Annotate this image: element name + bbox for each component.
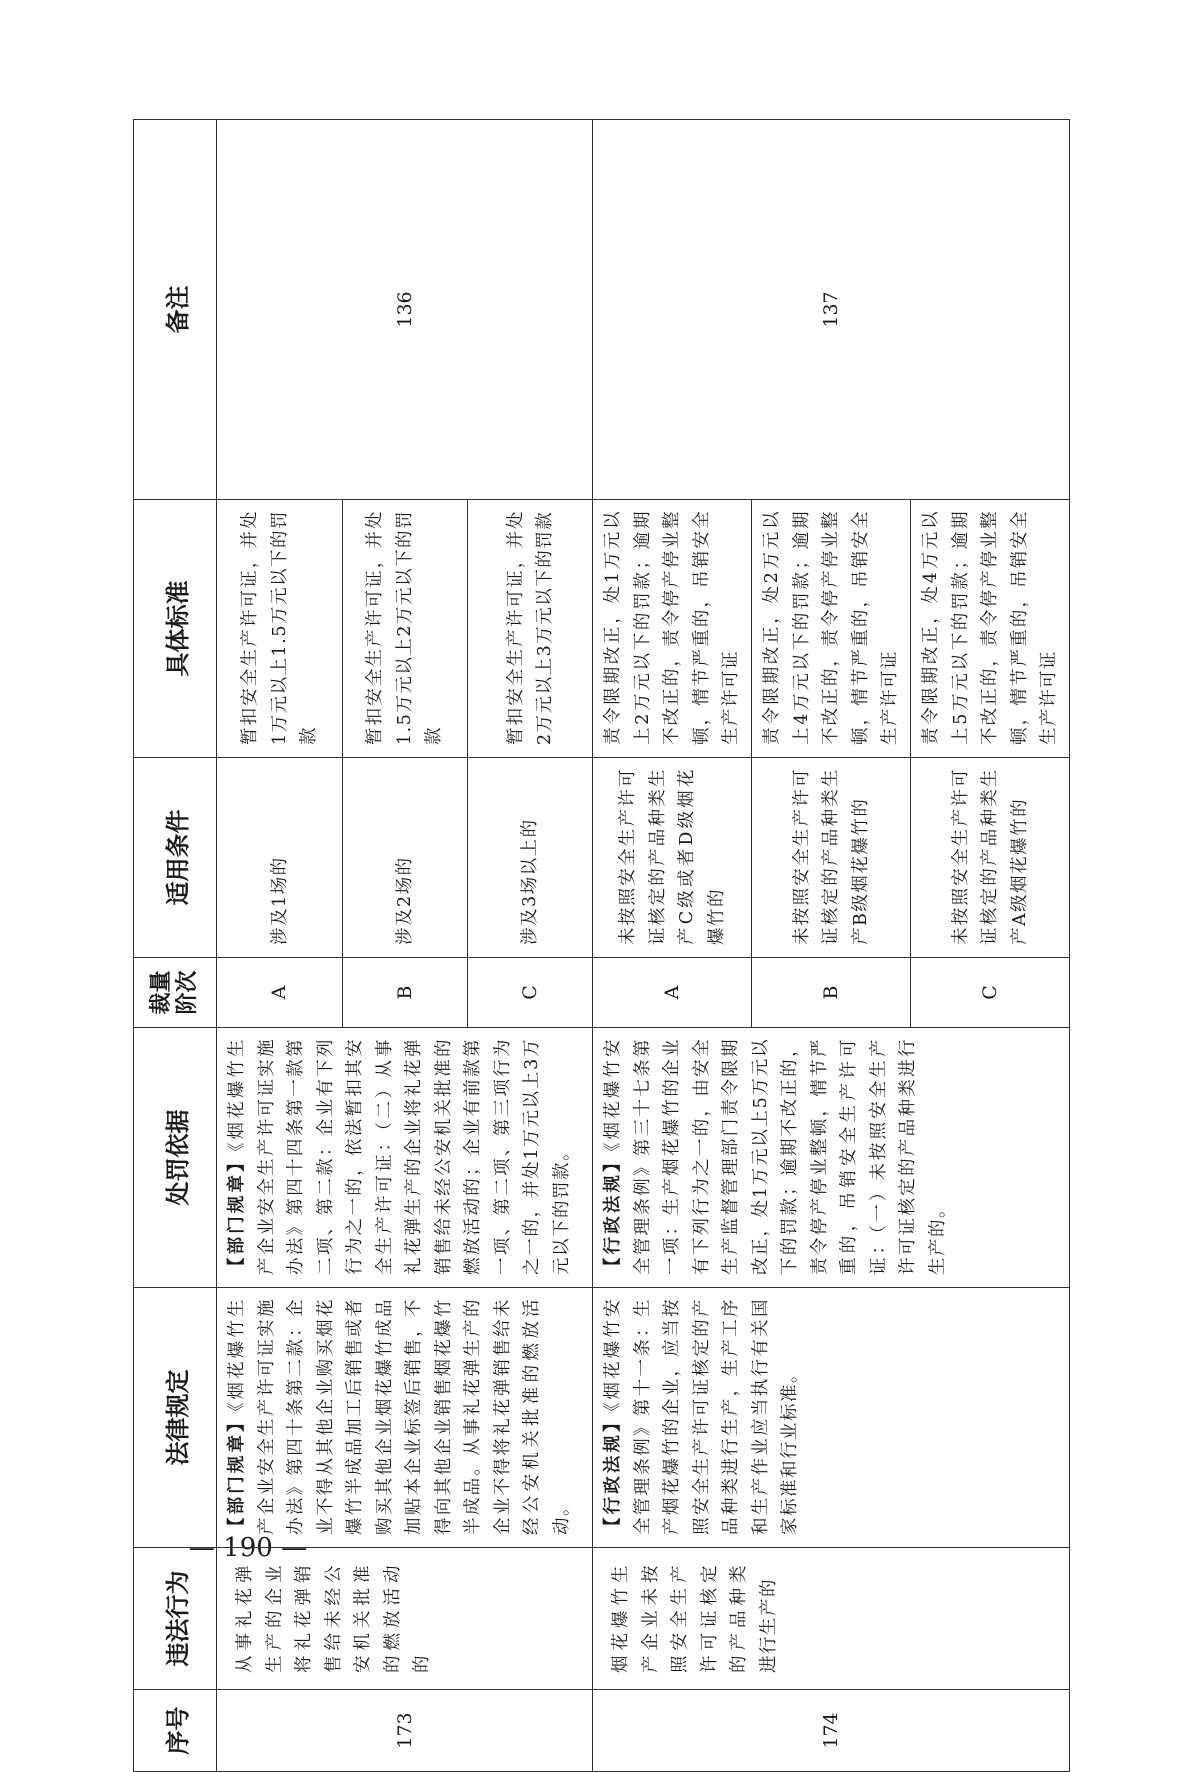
law-174: [593, 1288, 1070, 1548]
header-seq: 序号: [134, 1690, 217, 1772]
std-174-b: 责令限期改正，处2万元以上4万元以下的罚款；逾期不改正的，责令停产停业整顿，情节严重的，吊销安全生产许可证: [752, 500, 911, 758]
table-row: [593, 120, 752, 1772]
level-174-b: B: [752, 958, 911, 1028]
header-std: 具体标准: [134, 500, 217, 758]
cond-174-c: 未按照安全生产许可证核定的产品种类生产A级烟花爆竹的: [911, 758, 1070, 958]
basis-173-body: 《烟花爆竹生产企业安全生产许可证实施办法》第四十四条第一款第二项、第二款：企业有下列行为之一的，依法暂扣其安全生产许可证：（二）从事礼花弹生产的企业将礼花弹销售给未经公安机关批准的燃放活动的；企业有前款第一项、第二项、第三项行为之一的，并处1万元以上3万元以下的罚款。: [227, 1037, 572, 1275]
seq-173: 173: [217, 1690, 593, 1772]
law-173-tag: 【部门规章】: [227, 1411, 248, 1535]
law-174-tag: 【行政法规】: [603, 1411, 624, 1535]
cond-174-a: 未按照安全生产许可证核定的产品种类生产C级或者D级烟花爆竹的: [593, 758, 752, 958]
table-row: [217, 120, 342, 1772]
note-173: 136: [217, 120, 593, 500]
note-174: 137: [593, 120, 1070, 500]
level-174-c: C: [911, 958, 1070, 1028]
std-173-c: 暂扣安全生产许可证，并处2万元以上3万元以下的罚款: [467, 500, 592, 758]
header-law: 法律规定: [134, 1288, 217, 1548]
basis-173: [217, 1028, 593, 1288]
act-173: 从事礼花弹生产的企业将礼花弹销售给未经公安机关批准的燃放活动的: [217, 1548, 593, 1690]
law-174-text: [599, 1298, 806, 1535]
level-174-a: A: [593, 958, 752, 1028]
penalty-table: [133, 119, 1070, 1772]
std-174-c: 责令限期改正，处4万元以上5万元以下的罚款；逾期不改正的，责令停产停业整顿，情节严重的，吊销安全生产许可证: [911, 500, 1070, 758]
header-basis: 处罚依据: [134, 1028, 217, 1288]
level-173-b: B: [342, 958, 467, 1028]
cond-173-a: 涉及1场的: [217, 758, 342, 958]
header-level: 裁量阶次: [134, 958, 217, 1028]
basis-173-tag: 【部门规章】: [227, 1151, 248, 1275]
cond-173-c: 涉及3场以上的: [467, 758, 592, 958]
std-173-b: 暂扣安全生产许可证，并处1.5万元以上2万元以下的罚款: [342, 500, 467, 758]
header-note: 备注: [134, 120, 217, 500]
cond-173-b: 涉及2场的: [342, 758, 467, 958]
seq-174: 174: [593, 1690, 1070, 1772]
header-act: 违法行为: [134, 1548, 217, 1690]
basis-174-tag: 【行政法规】: [603, 1151, 624, 1275]
law-173-body: 《烟花爆竹生产企业安全生产许可证实施办法》第四十条第二款：企业不得从其他企业购买烟花爆竹半成品加工后销售或者购买其他企业烟花爆竹成品加贴本企业标签后销售，不得向其他企业销售烟花爆竹半成品。从事礼花弹生产的企业不得将礼花弹销售给未经公安机关批准的燃放活动。: [227, 1297, 572, 1535]
cond-174-b: 未按照安全生产许可证核定的产品种类生产B级烟花爆竹的: [752, 758, 911, 958]
law-173: [217, 1288, 593, 1548]
level-173-c: C: [467, 958, 592, 1028]
rotated-table-frame: [133, 120, 1070, 1772]
basis-173-text: [223, 1038, 577, 1275]
act-174: 烟花爆竹生产企业未按照安全生产许可证核定的产品种类进行生产的: [593, 1548, 1070, 1690]
header-row: [134, 120, 217, 1772]
std-174-a: 责令限期改正，处1万元以上2万元以下的罚款；逾期不改正的，责令停产停业整顿，情节严重的，吊销安全生产许可证: [593, 500, 752, 758]
law-174-body: 《烟花爆竹安全管理条例》第十一条：生产烟花爆竹的企业，应当按照安全生产许可证核定的产品种类进行生产，生产工序和生产作业应当执行有关国家标准和行业标准。: [603, 1297, 801, 1535]
header-cond: 适用条件: [134, 758, 217, 958]
level-173-a: A: [217, 958, 342, 1028]
page-number: — 190 —: [188, 1533, 308, 1563]
law-173-text: [223, 1298, 577, 1535]
basis-174: [593, 1028, 1070, 1288]
std-173-a: 暂扣安全生产许可证，并处1万元以上1.5万元以下的罚款: [217, 500, 342, 758]
basis-174-text: [599, 1038, 953, 1275]
basis-174-body: 《烟花爆竹安全管理条例》第三十七条第一项：生产烟花爆竹的企业有下列行为之一的，由安全生产监督管理部门责令限期改正，处1万元以上5万元以下的罚款；逾期不改正的，责令停产停业整顿，情节严重的，吊销安全生产许可证：（一）未按照安全生产许可证核定的产品种类进行生产的。: [603, 1037, 948, 1275]
